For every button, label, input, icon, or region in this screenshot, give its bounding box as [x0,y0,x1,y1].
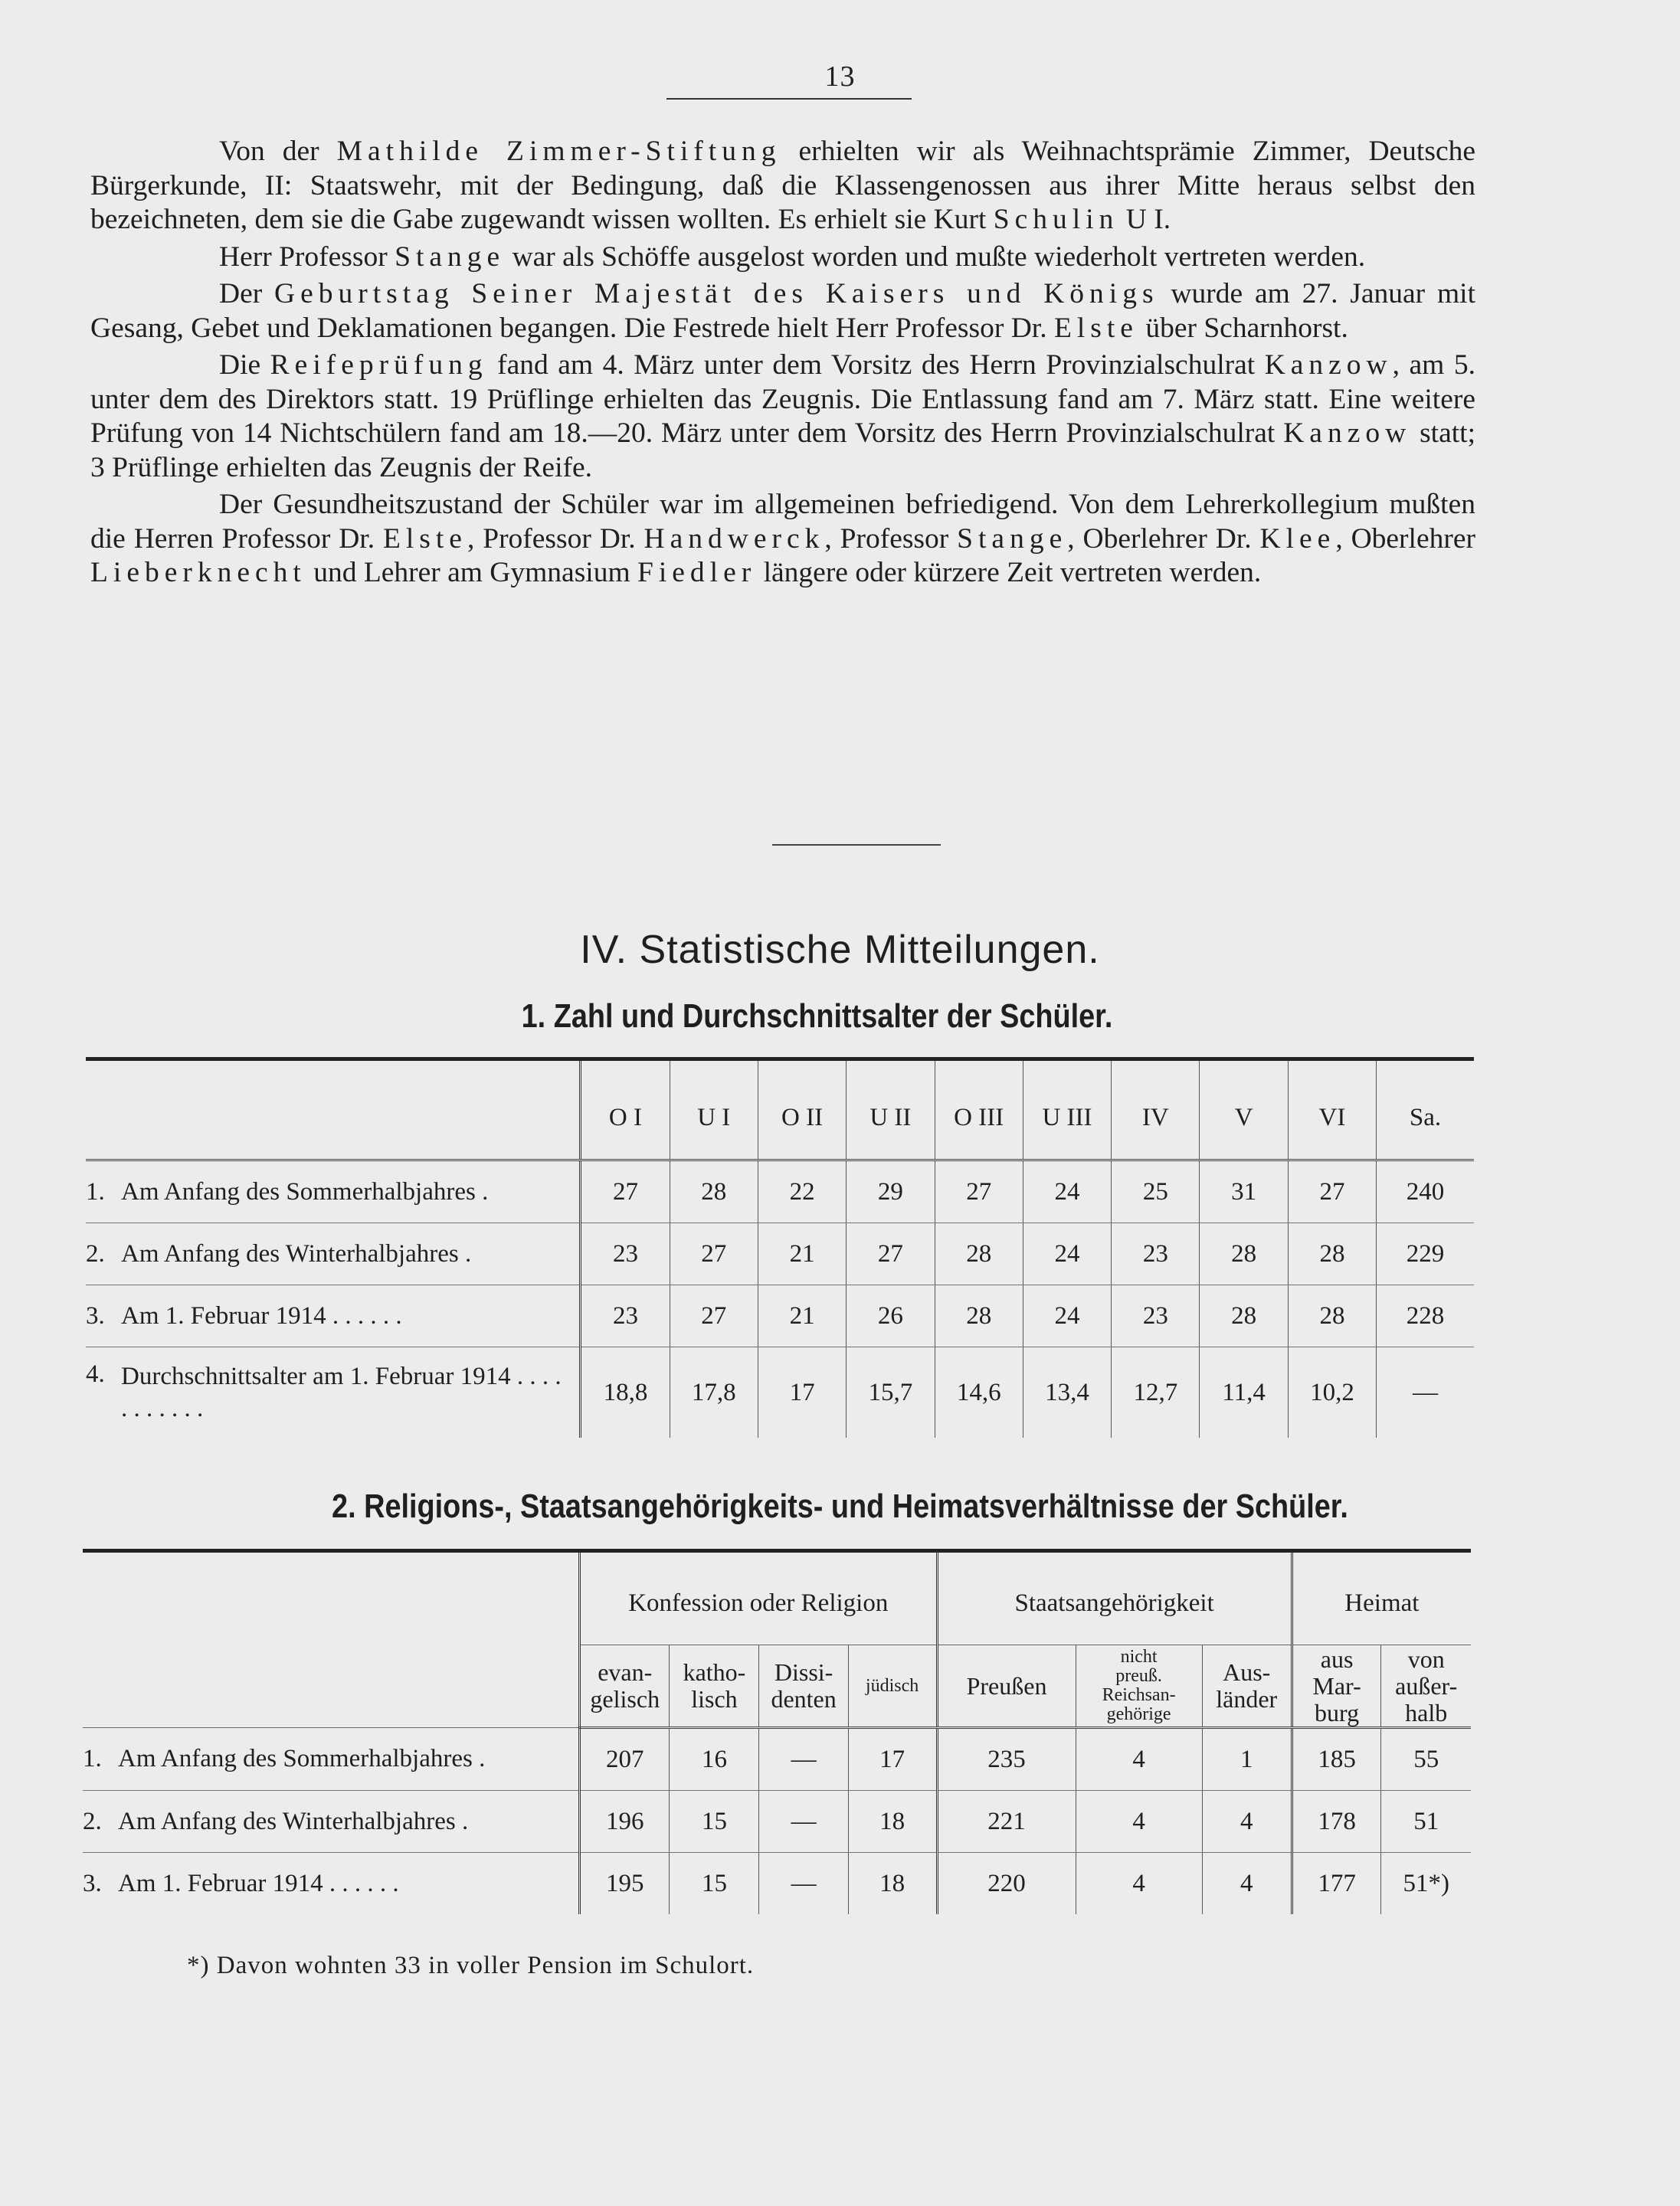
table-cell: 178 [1292,1791,1381,1853]
table-row [83,1728,1471,1791]
table-cell: 51*) [1381,1853,1471,1915]
table-cell: 235 [937,1728,1076,1791]
table-zahl-durchschnittsalter [86,1057,1474,1438]
table-cell: 196 [580,1791,670,1853]
row-label: 2. Am Anfang des Winterhalbjahres . [83,1791,580,1853]
table-cell: 23 [1112,1285,1200,1347]
table-cell: 23 [581,1285,670,1347]
group-header-heimat: Heimat [1292,1551,1471,1645]
row-label: 2. Am Anfang des Winterhalbjahres . [86,1223,581,1285]
table-cell: 28 [670,1160,758,1223]
table-cell: 11,4 [1200,1347,1288,1438]
table-cell: 24 [1023,1160,1111,1223]
table-cell: 240 [1377,1160,1474,1223]
table-cell: 207 [580,1728,670,1791]
table1-col-header: U I [670,1059,758,1160]
table-cell: 221 [937,1791,1076,1853]
table-cell: 27 [670,1285,758,1347]
table-cell: 15 [670,1791,759,1853]
subcol-dissidenten: Dissi- denten [759,1645,848,1728]
subcol-juedisch: jüdisch [848,1645,937,1728]
table-religion-staat-heimat [83,1549,1471,1914]
table-cell: 4 [1202,1791,1292,1853]
table-cell: 195 [580,1853,670,1915]
table-cell: 24 [1023,1223,1111,1285]
table-cell: 17,8 [670,1347,758,1438]
table-cell: 4 [1076,1728,1202,1791]
table-cell: 18 [848,1853,937,1915]
paragraph-mathilde-zimmer-stiftung: Von der Mathilde Zimmer-Stiftung erhielten wir als Weihnachtsprämie Zimmer, Deutsche Bürgerkunde, II: Staatswehr, mit der Bedingung, daß die Klassengenossen aus ihrer Mitte heraus selbst den bezeichneten, dem sie die Gabe zugewandt wissen wollten. Es erhielt sie Kurt Schulin U I. [90,136,1475,235]
table-cell: 16 [670,1728,759,1791]
header-rule [666,98,912,100]
table-cell: 24 [1023,1285,1111,1347]
table-cell: 13,4 [1023,1347,1111,1438]
subcol-reichsangehoerige: nicht preuß. Reichsan- gehörige [1076,1645,1202,1728]
table-cell: 23 [581,1223,670,1285]
table-cell: 17 [848,1728,937,1791]
table1-col-header: O II [758,1059,846,1160]
table-cell: 15,7 [847,1347,935,1438]
table-cell: 1 [1202,1728,1292,1791]
row-label: 3. Am 1. Februar 1914 . . . . . . [86,1285,581,1347]
table-cell: 28 [1288,1285,1376,1347]
body-text [90,135,1475,594]
subcol-auslaender: Aus- länder [1202,1645,1292,1728]
table-cell: 25 [1112,1160,1200,1223]
table-cell: — [759,1728,848,1791]
table-row [86,1285,1474,1347]
table2-corner [83,1551,580,1728]
table-cell: 17 [758,1347,846,1438]
row-label: 3. Am 1. Februar 1914 . . . . . . [83,1869,399,1897]
table-cell: 51 [1381,1791,1471,1853]
table1-col-header: U II [847,1059,935,1160]
table1-col-header: Sa. [1377,1059,1474,1160]
table-cell: 228 [1377,1285,1474,1347]
table-row [86,1160,1474,1223]
row-label: 4. Durchschnittsalter am 1. Februar 1914 . . . . . . . . . . . [86,1360,562,1422]
section-divider [772,844,941,846]
table-row [86,1347,1474,1438]
subcol-preussen: Preußen [937,1645,1076,1728]
table-cell: 10,2 [1288,1347,1376,1438]
row-label: 1. Am Anfang des Sommerhalbjahres . [86,1160,581,1223]
table-cell: 21 [758,1223,846,1285]
table1-title: 1. Zahl und Durchschnittsalter der Schüler. [521,997,1113,1035]
row-label: 1. Am Anfang des Sommerhalbjahres . [83,1728,580,1791]
table-cell: 55 [1381,1728,1471,1791]
table-cell: 229 [1377,1223,1474,1285]
table-cell: 26 [847,1285,935,1347]
table-cell: 4 [1076,1791,1202,1853]
table1-corner [86,1059,581,1160]
table1-col-header: U III [1023,1059,1111,1160]
table-cell: 27 [847,1223,935,1285]
table-cell: 27 [581,1160,670,1223]
table-cell: 21 [758,1285,846,1347]
table-cell: 31 [1200,1160,1288,1223]
table-cell: 185 [1292,1728,1381,1791]
table-cell: 23 [1112,1223,1200,1285]
paragraph-reifepruefung: Die Reifeprüfung fand am 4. März unter dem Vorsitz des Herrn Provinzialschulrat Kanzow, am 5. unter dem des Direktors statt. 19 Prüflinge erhielten das Zeugnis. Die Entlassung fand am 7. März statt. Eine weitere Prüfung von 14 Nichtschülern fand am 18.—20. März unter dem Vorsitz des Herrn Provinzialschulrat Kanzow statt; 3 Prüflinge erhielten das Zeugnis der Reife. [90,349,1475,483]
paragraph-kaisers-geburtstag: Der Geburtstag Seiner Majestät des Kaisers und Königs wurde am 27. Januar mit Gesang, Gebet und Deklamationen begangen. Die Festrede hielt Herr Professor Dr. Elste über Scharnhorst. [90,278,1475,344]
group-header-konfession: Konfession oder Religion [580,1551,937,1645]
table1-col-header: O I [581,1059,670,1160]
table1-col-header: O III [935,1059,1023,1160]
table-cell: 220 [937,1853,1076,1915]
footnote: *) Davon wohnten 33 in voller Pension im Schulort. [187,1952,755,1979]
table-cell: 4 [1076,1853,1202,1915]
table-cell: 28 [1200,1223,1288,1285]
table-cell: 27 [935,1160,1023,1223]
table-cell: — [759,1791,848,1853]
table-row [83,1791,1471,1853]
paragraph-gesundheitszustand: Der Gesundheitszustand der Schüler war im allgemeinen befriedigend. Von dem Lehrerkollegium mußten die Herren Professor Dr. Elste, Professor Dr. Handwerck, Professor Stange, Oberlehrer Dr. Klee, Oberlehrer Lieberknecht und Lehrer am Gymnasium Fiedler längere oder kürzere Zeit vertreten werden. [90,489,1475,588]
table-cell: 28 [935,1285,1023,1347]
table2-title: 2. Religions-, Staatsangehörigkeits- und Heimatsverhältnisse der Schüler. [332,1488,1348,1525]
table-cell: 27 [1288,1160,1376,1223]
table1-col-header: VI [1288,1059,1376,1160]
table-cell: 28 [1200,1285,1288,1347]
table-cell: 14,6 [935,1347,1023,1438]
table-cell: 28 [1288,1223,1376,1285]
table-cell: 27 [670,1223,758,1285]
subcol-von-ausserhalb: von außer- halb [1381,1645,1471,1728]
table-row [86,1223,1474,1285]
table-cell: 18,8 [581,1347,670,1438]
table-row [83,1853,1471,1915]
table-cell: 177 [1292,1853,1381,1915]
table-cell: 18 [848,1791,937,1853]
subcol-evangelisch: evan- gelisch [580,1645,670,1728]
table1-col-header: IV [1112,1059,1200,1160]
section-heading: IV. Statistische Mitteilungen. [580,928,1100,972]
subcol-katholisch: katho- lisch [670,1645,759,1728]
paragraph-stange-schoeffe: Herr Professor Stange war als Schöffe ausgelost worden und mußte wiederholt vertreten werden. [219,241,1366,273]
group-header-staatsangehoerigkeit: Staatsangehörigkeit [937,1551,1292,1645]
table-cell: 28 [935,1223,1023,1285]
subcol-aus-marburg: aus Mar- burg [1292,1645,1381,1728]
table-cell: 4 [1202,1853,1292,1915]
table-cell: 22 [758,1160,846,1223]
table-cell: 12,7 [1112,1347,1200,1438]
table-cell: 15 [670,1853,759,1915]
table2-group-header-row [83,1551,1471,1645]
table-cell: — [759,1853,848,1915]
table1-header-row [86,1059,1474,1160]
table-cell: — [1377,1347,1474,1438]
table-cell: 29 [847,1160,935,1223]
table1-col-header: V [1200,1059,1288,1160]
page-number: 13 [824,61,856,93]
